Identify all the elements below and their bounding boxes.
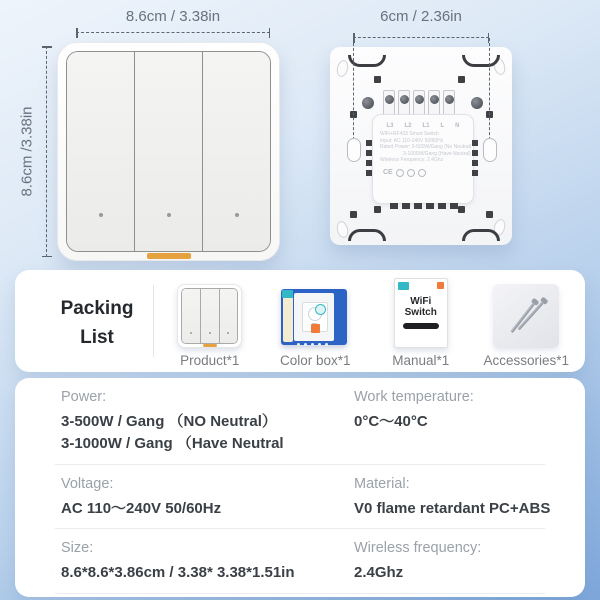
plate-hole (374, 76, 381, 83)
key-indicator-dot (99, 213, 103, 217)
packing-item-product (157, 284, 263, 368)
terminal-screw (385, 95, 394, 104)
clamp-screw-right (471, 97, 483, 109)
switch-orange-tab (147, 253, 191, 259)
packing-item-accessories (474, 284, 580, 368)
terminal-labels (381, 123, 465, 129)
front-width-dimension-line (76, 32, 270, 33)
packing-item-label: Color box*1 (279, 353, 351, 368)
switch-front-view (57, 42, 280, 261)
clamp-screw-left (362, 97, 374, 109)
mounting-clip (462, 229, 500, 241)
switch-panel (66, 51, 271, 252)
plate-hole (374, 206, 381, 213)
module-vent (366, 170, 372, 176)
back-width-dimension-line (353, 37, 489, 38)
module-vent (366, 150, 372, 156)
module-pin (426, 203, 434, 209)
switch-key-3 (202, 52, 270, 251)
module-spec-line: Input: AC 110-240V 50/60Hz (380, 137, 444, 144)
cert-icon (418, 169, 426, 177)
back-width-dimension-label: 6cm / 2.36in (380, 8, 462, 25)
terminal-slot (413, 90, 425, 116)
terminal-label: N (455, 123, 460, 129)
packing-list-card (15, 270, 585, 372)
spec-value: 2.4Ghz (354, 564, 404, 582)
manual-subtitle-bar (403, 323, 439, 329)
module-vent (366, 140, 372, 146)
front-width-dimension-label: 8.6cm / 3.38in (125, 8, 221, 25)
module-vent (472, 160, 478, 166)
spec-row-voltage-material (55, 465, 551, 530)
front-height-dimension-label: 8.6cm /3.38in (18, 106, 36, 197)
packing-item-label: Manual*1 (392, 353, 450, 368)
terminal-screw (400, 95, 409, 104)
mounting-clip (462, 55, 500, 67)
module-vent (366, 160, 372, 166)
spec-label: Size: (61, 540, 94, 557)
specifications-card (15, 378, 585, 597)
module-spec-line: WiFi+RF433 Smart Switch (380, 131, 439, 137)
module-spec-line: 3-1000W/Gang (Have Neutral) (403, 150, 471, 157)
manual-thumbnail (394, 278, 448, 348)
terminal-label: L (440, 123, 445, 129)
terminal-label: L1 (422, 123, 430, 129)
terminal-slot (443, 90, 455, 116)
product-thumbnail (177, 284, 242, 348)
packing-item-manual (368, 278, 474, 368)
packing-item-label: Product*1 (180, 353, 240, 368)
packing-list-title: Packing List (60, 298, 134, 349)
terminal-screw (415, 95, 424, 104)
screw-icon (510, 303, 535, 333)
packing-item-color-box (263, 282, 369, 368)
terminal-screw (445, 95, 454, 104)
module-pin (390, 203, 398, 209)
spec-label: Work temperature: (354, 389, 474, 405)
spec-label: Voltage: (61, 475, 114, 492)
module-pin (414, 203, 422, 209)
terminal-slot (383, 90, 395, 116)
cert-icon (407, 169, 415, 177)
switch-key-1 (67, 52, 134, 251)
manual-title: WiFi Switch (404, 296, 437, 318)
spec-value: 3-500W / Gang （NO Neutral） (61, 413, 277, 430)
front-height-dimension-line (46, 46, 47, 257)
mounting-slot-left (347, 138, 361, 162)
key-indicator-dot (235, 213, 239, 217)
accessories-thumbnail (493, 284, 559, 348)
spec-label: Wireless frequency: (354, 540, 482, 557)
module-vent (472, 150, 478, 156)
plate-hole (458, 76, 465, 83)
plate-hole (458, 206, 465, 213)
spec-row-size-frequency (55, 529, 545, 594)
app-logo-icon (437, 282, 444, 289)
module-pin (450, 203, 458, 209)
spec-value: 8.6*8.6*3.86cm / 3.38* 3.38*1.51in (61, 564, 295, 582)
module-spec-line: Rated Power: 3-500W/Gang (No Neutral) (380, 144, 472, 150)
back-dimension-drop-line-right (489, 38, 490, 150)
terminal-screw (430, 95, 439, 104)
module-vent (472, 170, 478, 176)
spec-value: 3-1000W / Gang （Have Neutral (61, 434, 284, 452)
terminal-slot (398, 90, 410, 116)
key-indicator-dot (167, 213, 171, 217)
spec-value: AC 110～240V 50/60Hz (61, 499, 222, 517)
module-pin (438, 203, 446, 209)
spec-label: Power: (61, 389, 107, 405)
spec-row-power-temperature (55, 378, 545, 465)
spec-value: V0 flame retardant PC+ABS (354, 499, 551, 517)
vertical-divider (153, 285, 154, 357)
mounting-slot-right (483, 138, 497, 162)
terminal-slot (428, 90, 440, 116)
ce-mark: CE (383, 169, 393, 176)
plate-hole (350, 211, 357, 218)
mounting-clip (348, 229, 386, 241)
color-box-thumbnail (279, 282, 351, 348)
brand-logo-icon (398, 282, 409, 290)
plate-hole (486, 211, 493, 218)
module-vent (472, 140, 478, 146)
spec-label: Material: (354, 475, 410, 492)
module-pin (402, 203, 410, 209)
module-spec-line: Wireless Frequency: 2.4Ghz (380, 157, 444, 163)
switch-module (372, 114, 474, 204)
terminal-label: L3 (386, 123, 394, 129)
packing-items (157, 278, 579, 368)
back-dimension-drop-line-left (353, 38, 354, 150)
spec-value: 0°C～40°C (354, 413, 428, 430)
switch-key-2 (134, 52, 202, 251)
packing-item-label: Accessories*1 (483, 353, 570, 368)
certification-marks (383, 169, 473, 177)
terminal-label: L2 (404, 123, 412, 129)
cert-icon (396, 169, 404, 177)
